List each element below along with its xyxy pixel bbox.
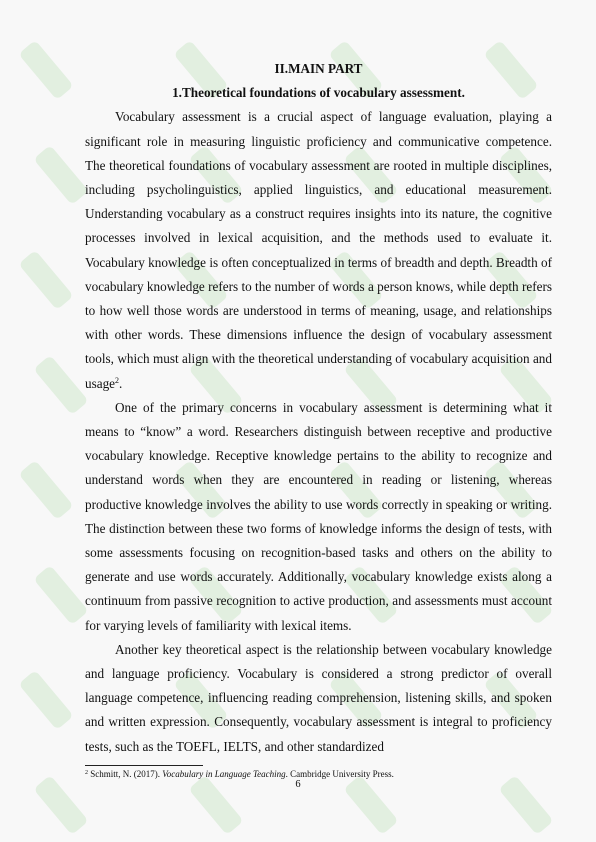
footnote-publisher: . Cambridge University Press. xyxy=(285,769,394,779)
watermark-mark xyxy=(18,460,73,520)
watermark-mark xyxy=(33,565,88,625)
paragraph-1 xyxy=(85,105,552,395)
footnote-number: 2 xyxy=(85,770,88,776)
paragraph-3: Another key theoretical aspect is the relationship between vocabulary knowledge and language proficiency. Vocabulary is considered a strong predictor of overall language competence, influencing reading comprehension, listening skills, and spoken and written expression. Consequently, vocabulary assessment is integral to proficiency tests, such as the TOEFL, IELTS, and other standardized xyxy=(85,641,552,754)
main-content xyxy=(85,57,552,759)
section-title: II.MAIN PART xyxy=(274,61,363,76)
watermark-mark xyxy=(33,355,88,415)
footnote-ref[interactable]: 2 xyxy=(115,375,120,385)
paragraph-1-end: . xyxy=(119,375,123,391)
footnote-title: Vocabulary in Language Teaching xyxy=(162,769,286,779)
subsection-title: 1.Theoretical foundations of vocabulary assessment. xyxy=(172,85,465,101)
footnote-divider xyxy=(85,765,203,766)
watermark-mark xyxy=(33,145,88,205)
footnote-author: Schmitt, N. (2017). xyxy=(88,769,163,779)
watermark-mark xyxy=(18,40,73,100)
paragraph-2: One of the primary concerns in vocabulary assessment is determining what it means to “know” a word. Researchers distinguish between receptive and productive vocabulary knowledge. Receptive knowledge pertains to the ability to recognize and understand words when they are encountered in reading or listening, whereas productive knowledge involves the ability to use words correctly in speaking or writing. The distinction between these two forms of knowledge informs the design of tests, with some assessments focusing on recognition-based tasks and others on the ability to generate and use words accurately. Additionally, vocabulary knowledge exists along a continuum from passive recognition to active production, and assessments must account for varying levels of familiarity with lexical items. xyxy=(85,399,552,633)
page-number: 6 xyxy=(295,779,301,790)
watermark-mark xyxy=(18,670,73,730)
paragraph-1-text: Vocabulary assessment is a crucial aspect of language evaluation, playing a significant role in measuring linguistic proficiency and communicative competence. The theoretical foundations of vocabulary assessment are rooted in multiple disciplines, including psycholinguistics, applied linguistics, and educational measurement. Understanding vocabulary as a construct requires insights into its nature, the cognitive processes involved in lexical acquisition, and the methods used to evaluate it. Vocabulary knowledge is often conceptualized in terms of breadth and depth. Breadth of vocabulary knowledge refers to the number of words a person knows, while depth refers to how well those words are understood in terms of meaning, usage, and relationships with other words. These dimensions influence the design of vocabulary assessment tools, which must align with the theoretical understanding of vocabulary acquisition and usage xyxy=(85,109,552,391)
watermark-mark xyxy=(18,250,73,310)
